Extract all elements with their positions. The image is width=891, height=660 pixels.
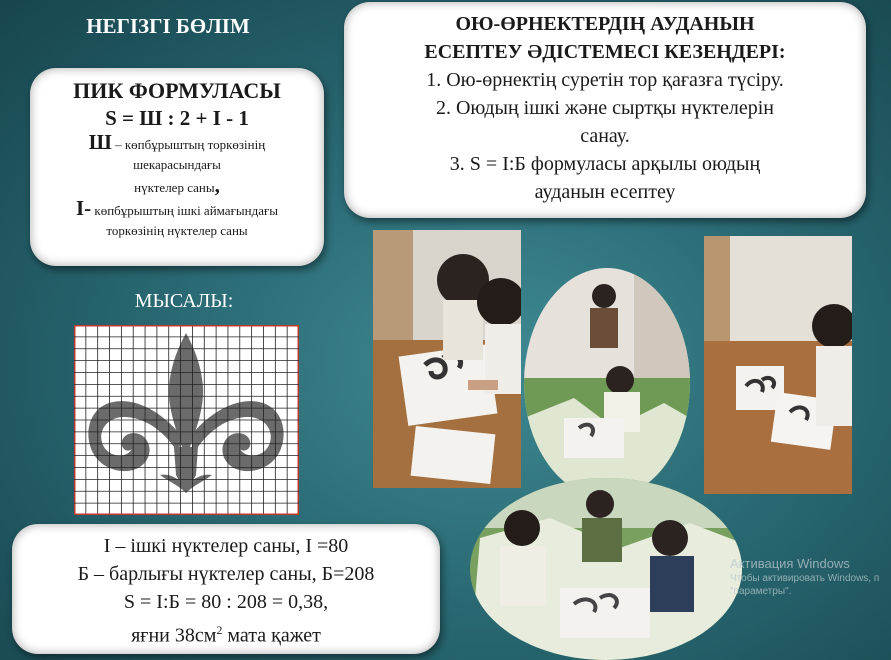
method-step-2b: санау. [580,125,630,147]
calc-line-4 [22,616,430,650]
calc-line-2: Б – барлығы нүктелер саны, Б=208 [77,563,375,585]
section-title: НЕГІЗГІ БӨЛІМ [86,14,250,38]
windows-activation-watermark [730,556,891,598]
method-step-3b: ауданын есептеу [534,181,676,203]
method-title [360,10,850,66]
ornament-shape [88,333,283,493]
sh-desc-3: нүктелер саны [134,180,215,195]
calc-line-3: S = I:Б = 80 : 208 = 0,38, [123,591,329,613]
pik-formula-card [30,68,324,266]
method-title-line-2: ЕСЕПТЕУ ӘДІСТЕМЕСІ КЕЗЕҢДЕРІ: [424,41,786,63]
ornament-grid-image [74,325,299,515]
calculation-card [12,524,440,654]
method-step-2a: 2. Оюдың ішкі және сыртқы нүктелерін [435,97,775,119]
example-label: МЫСАЛЫ: [134,290,234,312]
i-symbol: I- [75,196,92,220]
pik-title: ПИК ФОРМУЛАСЫ [73,78,281,103]
pik-formula: S = Ш : 2 + I - 1 [105,106,249,130]
calc-line-4-pre: яғни 38см [131,624,217,647]
i-definition [40,198,314,221]
watermark-sub-1: Чтобы активировать Windows, п [730,573,880,584]
photo-boy-carpet [524,268,690,498]
method-step-1: 1. Ою-өрнектің суретін тор қағазға түсіру. [426,69,784,91]
photo-children-drawing [373,230,521,488]
calc-line-4-sup: 2 [216,623,223,637]
calc-line-1: I – ішкі нүктелер саны, I =80 [103,535,349,557]
method-title-line-1: ОЮ-ӨРНЕКТЕРДІҢ АУДАНЫН [455,13,755,35]
method-step-3a: 3. S = I:Б формуласы арқылы оюдың [449,153,761,175]
sh-desc-1: – көпбұрыштың торкөзінің [111,137,266,152]
photo-group-carpet [470,478,742,660]
i-desc-1: көпбұрыштың ішкі аймағындағы [91,203,279,218]
sh-symbol: Ш [88,130,112,154]
sh-comma: , [214,173,220,197]
sh-definition [40,132,314,155]
method-card [344,2,866,218]
watermark-sub-2: "параметры". [730,586,792,597]
sh-desc-2: шекарасындағы [133,157,221,172]
calc-line-4-post: мата қажет [222,624,321,647]
watermark-title: Активация Windows [730,556,850,571]
i-desc-2: торкөзінің нүктелер саны [106,223,248,238]
photo-table-ornament [704,236,852,494]
sh-desc-3-line [40,175,314,198]
ornament-grid [74,325,299,515]
